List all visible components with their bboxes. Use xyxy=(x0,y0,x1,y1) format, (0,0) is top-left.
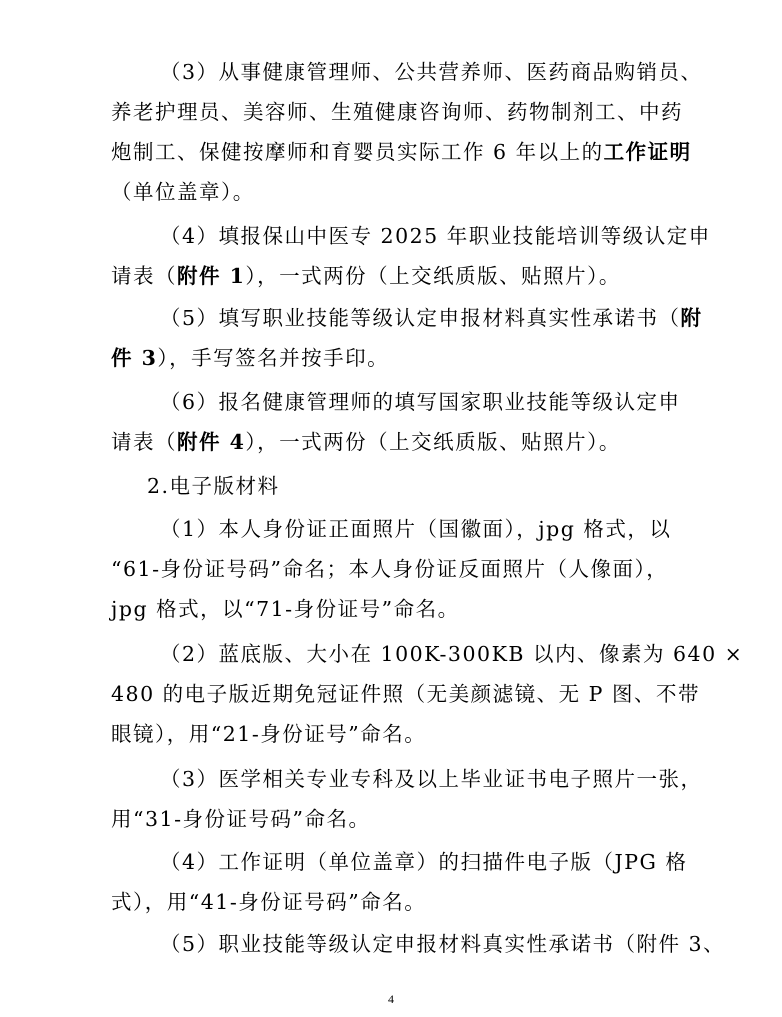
text-line: （3）从事健康管理师、公共营养师、医药商品购销员、 xyxy=(160,60,703,84)
section-heading: 2.电子版材料 xyxy=(147,474,280,498)
text-line: （单位盖章）。 xyxy=(111,180,255,204)
text-line: （1）本人身份证正面照片（国徽面），jpg 格式，以 xyxy=(160,517,672,541)
text-line: 用“31-身份证号码”命名。 xyxy=(111,807,371,831)
text-line: 养老护理员、美容师、生殖健康咨询师、药物制剂工、中药 xyxy=(111,100,683,124)
bold-attachment: 附 xyxy=(680,306,703,330)
bold-attachment: 附件 1 xyxy=(177,264,246,288)
text-line: （2）蓝底版、大小在 100K-300KB 以内、像素为 640 × xyxy=(160,642,744,666)
text-line: （4）工作证明（单位盖章）的扫描件电子版（JPG 格 xyxy=(160,850,688,874)
text-line: 眼镜），用“21-身份证号”命名。 xyxy=(111,722,427,746)
text-line: （3）医学相关专业专科及以上毕业证书电子照片一张， xyxy=(160,767,703,791)
text-line: （6）报名健康管理师的填写国家职业技能等级认定申 xyxy=(160,390,681,414)
text-line: 炮制工、保健按摩师和育婴员实际工作 6 年以上的工作证明 xyxy=(111,140,692,164)
text-line: 480 的电子版近期免冠证件照（无美颜滤镜、无 P 图、不带 xyxy=(111,682,700,706)
text-line: 请表（附件 4），一式两份（上交纸质版、贴照片）。 xyxy=(111,430,621,454)
text-line: “61-身份证号码”命名；本人身份证反面照片（人像面）， xyxy=(111,557,669,581)
bold-attachment: 件 3 xyxy=(111,346,158,370)
bold-term: 工作证明 xyxy=(603,140,692,164)
text-line: （5）职业技能等级认定申报材料真实性承诺书（附件 3、 xyxy=(160,932,726,956)
text-line: 请表（附件 1），一式两份（上交纸质版、贴照片）。 xyxy=(111,264,621,288)
page-number: 4 xyxy=(388,992,394,1006)
text-line: 件 3），手写签名并按手印。 xyxy=(111,346,390,370)
text-line: jpg 格式，以“71-身份证号”命名。 xyxy=(111,597,460,621)
text-line: （4）填报保山中医专 2025 年职业技能培训等级认定申 xyxy=(160,224,711,248)
text-line: 式），用“41-身份证号码”命名。 xyxy=(111,890,427,914)
text-line: （5）填写职业技能等级认定申报材料真实性承诺书（附 xyxy=(160,306,703,330)
bold-attachment: 附件 4 xyxy=(177,430,246,454)
